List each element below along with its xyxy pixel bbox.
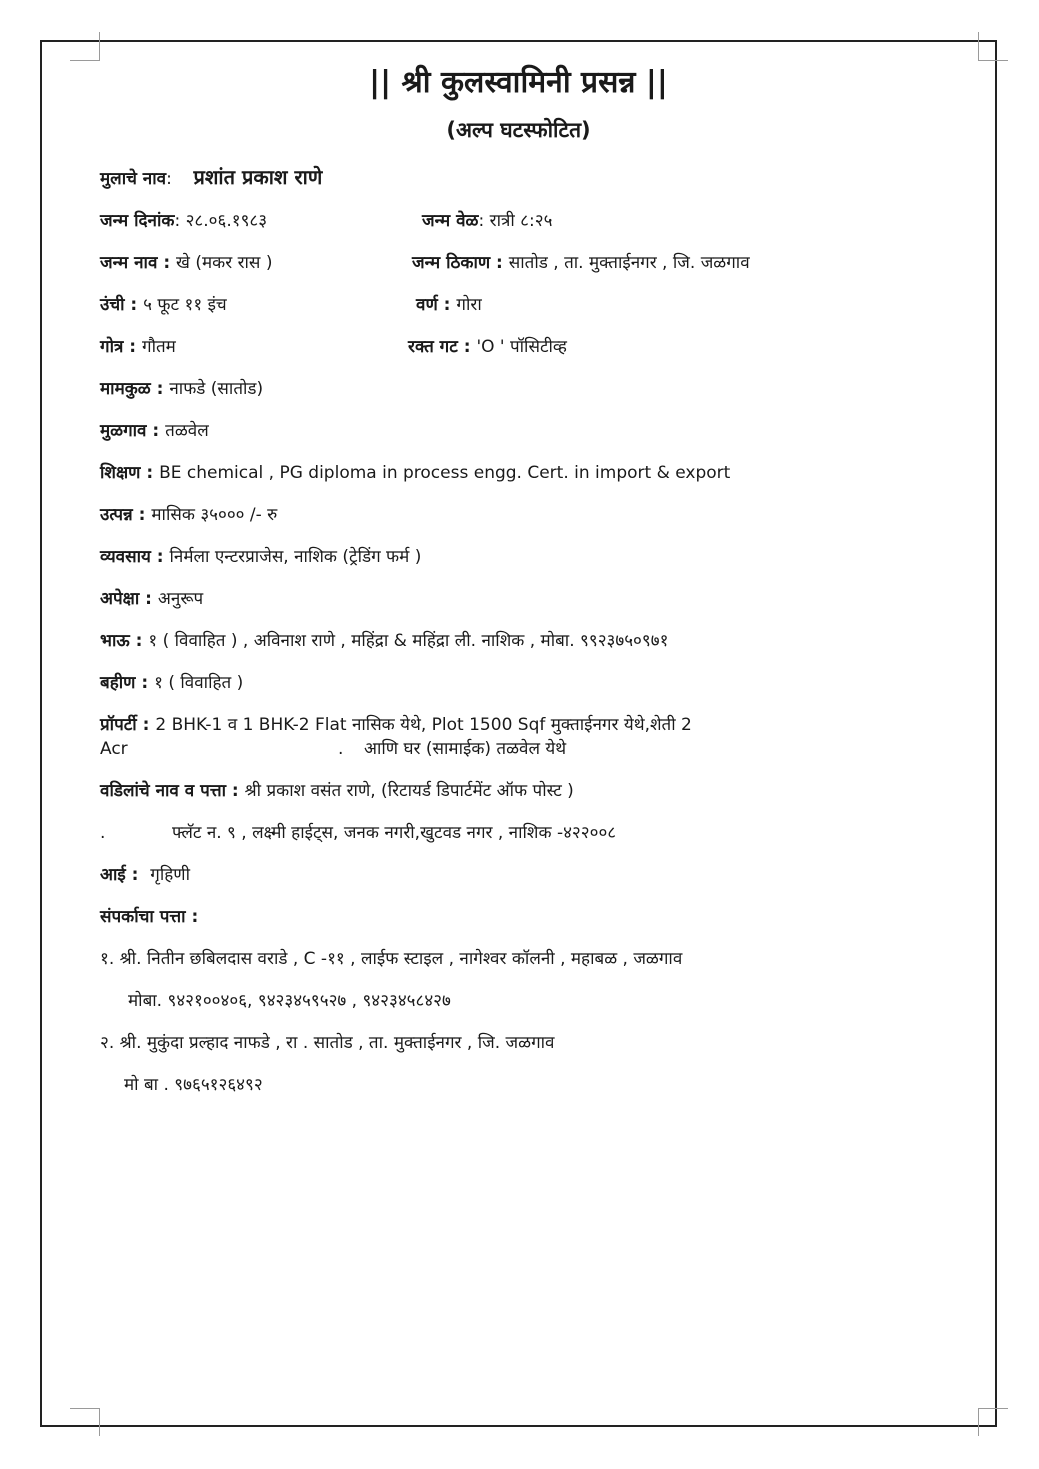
field-complexion: वर्ण : गोरा (416, 295, 482, 315)
field-height: उंची : ५ फूट ११ इंच (100, 295, 227, 315)
field-father: वडिलांचे नाव व पत्ता : श्री प्रकाश वसंत राणे, (रिटायर्ड डिपार्टमेंट ऑफ पोस्ट ) (100, 781, 574, 801)
contact-2-line1: २. श्री. मुकुंदा प्रल्हाद नाफडे , रा . सातोड , ता. मुक्ताईनगर , जि. जळगाव (100, 1033, 555, 1053)
field-mother: आई : गृहिणी (100, 865, 190, 885)
field-property-line2-text: आणि घर (सामाईक) तळवेल येथे (364, 739, 567, 759)
crop-mark (978, 1408, 1008, 1409)
field-property: प्रॉपर्टी : 2 BHK-1 व 1 BHK-2 Flat नासिक येथे, Plot 1500 Sqf मुक्ताईनगर येथे,शेती 2 (100, 715, 692, 735)
contact-1-line2: मोबा. ९४२१००४०६, ९४२३४५९५२७ , ९४२३४५८४२७ (128, 991, 451, 1011)
field-dob: जन्म दिनांक: २८.०६.१९८३ (100, 211, 268, 231)
field-father-dot: . (100, 823, 106, 843)
crop-mark (978, 1408, 979, 1436)
field-birth-time: जन्म वेळ: रात्री ८:२५ (422, 211, 553, 231)
field-native: मुळगाव : तळवेल (100, 421, 209, 441)
field-brother: भाऊ : १ ( विवाहित ) , अविनाश राणे , महिंद्रा & महिंद्रा ली. नाशिक , मोबा. ९९२३७५०९७१ (100, 631, 669, 651)
field-name: मुलाचे नाव: प्रशांत प्रकाश राणे (100, 165, 323, 189)
field-blood-group: रक्त गट : 'O ' पॉसिटीव्ह (408, 337, 567, 357)
field-occupation: व्यवसाय : निर्मला एन्टरप्राजेस, नाशिक (ट्रेडिंग फर्म ) (100, 547, 422, 567)
field-birth-name: जन्म नाव : खे (मकर रास ) (100, 253, 273, 273)
field-property-dot: . (338, 739, 344, 759)
crop-mark (99, 32, 100, 60)
field-income: उत्पन्न : मासिक ३५००० /- रु (100, 505, 278, 525)
page-subtitle: (अल्प घटस्फोटित) (446, 118, 591, 142)
field-mamkul: मामकुळ : नाफडे (सातोड) (100, 379, 264, 399)
field-education: शिक्षण : BE chemical , PG diploma in process engg. Cert. in import & export (100, 463, 731, 483)
field-gotra: गोत्र : गौतम (100, 337, 176, 357)
contact-2-line2: मो बा . ९७६५१२६४९२ (124, 1075, 263, 1095)
field-property-line2: Acr (100, 739, 128, 759)
field-birth-place: जन्म ठिकाण : सातोड , ता. मुक्ताईनगर , जि. जळगाव (412, 253, 750, 273)
contact-1-line1: १. श्री. नितीन छबिलदास वराडे , C -११ , लाईफ स्टाइल , नागेश्वर कॉलनी , महाबळ , जळगाव (100, 949, 683, 969)
crop-mark (99, 1408, 100, 1436)
page-title: || श्री कुलस्वामिनी प्रसन्न || (369, 65, 668, 100)
field-contact-heading: संपर्काचा पत्ता : (100, 907, 199, 927)
field-expectation: अपेक्षा : अनुरूप (100, 589, 204, 609)
field-sister: बहीण : १ ( विवाहित ) (100, 673, 244, 693)
crop-mark (978, 32, 979, 60)
crop-mark (70, 1408, 100, 1409)
field-father-address: फ्लॅट न. ९ , लक्ष्मी हाईट्स, जनक नगरी,खुटवड नगर , नाशिक -४२२००८ (172, 823, 617, 843)
